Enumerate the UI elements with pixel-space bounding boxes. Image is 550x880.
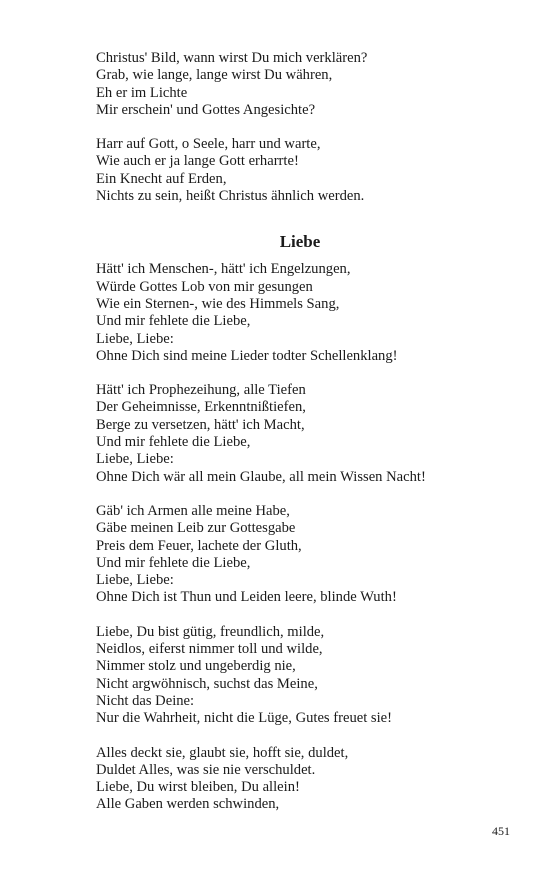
verse-line: Und mir fehlete die Liebe, — [96, 554, 251, 571]
verse-line: Gäb' ich Armen alle meine Habe, — [96, 502, 290, 519]
verse-line: Grab, wie lange, lange wirst Du währen, — [96, 67, 333, 84]
page-number: 451 — [492, 824, 510, 838]
verse-line: Preis dem Feuer, lachete der Gluth, — [96, 537, 302, 554]
verse-line: Berge zu versetzen, hätt' ich Macht, — [96, 416, 305, 433]
verse-line: Hätt' ich Menschen-, hätt' ich Engelzungen, — [96, 261, 351, 278]
verse-line: Würde Gottes Lob von mir gesungen — [96, 278, 313, 295]
verse-line: Alle Gaben werden schwinden, — [96, 796, 280, 813]
verse-line: Alles deckt sie, glaubt sie, hofft sie, duldet, — [96, 744, 349, 761]
verse-line: Nimmer stolz und ungeberdig nie, — [96, 658, 296, 675]
verse-line: Duldet Alles, was sie nie verschuldet. — [96, 761, 316, 778]
stanza — [96, 50, 516, 119]
verse-line: Eh er im Lichte — [96, 84, 188, 101]
verse-line: Nicht das Deine: — [96, 692, 195, 709]
verse-line: Christus' Bild, wann wirst Du mich verklären? — [96, 50, 368, 66]
verse-line: Ohne Dich wär all mein Glaube, all mein Wissen Nacht! — [96, 468, 426, 485]
verse-line: Nichts zu sein, heißt Christus ähnlich werden. — [96, 188, 365, 205]
verse-line: Liebe, Du wirst bleiben, Du allein! — [96, 779, 300, 796]
verse-line: Liebe, Du bist gütig, freundlich, milde, — [96, 623, 325, 640]
verse-line: Hätt' ich Prophezeihung, alle Tiefen — [96, 382, 306, 399]
poem-title: Liebe — [279, 232, 321, 252]
verse-line: Und mir fehlete die Liebe, — [96, 434, 251, 451]
stanza — [96, 624, 516, 728]
poem-body — [96, 261, 516, 813]
stanza — [96, 745, 516, 814]
stanza — [96, 503, 516, 607]
verse-line: Liebe, Liebe: — [96, 451, 174, 468]
verse-line: Neidlos, eiferst nimmer toll und wilde, — [96, 641, 323, 658]
verse-line: Mir erschein' und Gottes Angesichte? — [96, 101, 316, 118]
verse-line: Ohne Dich ist Thun und Leiden leere, blinde Wuth! — [96, 589, 397, 606]
verse-line: Liebe, Liebe: — [96, 330, 174, 347]
verse-line: Ein Knecht auf Erden, — [96, 170, 227, 187]
verse-line: Und mir fehlete die Liebe, — [96, 313, 251, 330]
verse-line: Der Geheimnisse, Erkenntnißtiefen, — [96, 399, 306, 416]
verse-line: Ohne Dich sind meine Lieder todter Schellenklang! — [96, 347, 398, 364]
verse-line: Wie ein Sternen-, wie des Himmels Sang, — [96, 295, 340, 312]
stanza — [96, 136, 516, 205]
stanza — [96, 261, 516, 365]
verse-line: Nur die Wahrheit, nicht die Lüge, Gutes freuet sie! — [96, 710, 393, 727]
verse-line: Gäbe meinen Leib zur Gottesgabe — [96, 520, 296, 537]
verse-line: Wie auch er ja lange Gott erharrte! — [96, 153, 299, 170]
page-body — [96, 50, 516, 831]
verse-line: Nicht argwöhnisch, suchst das Meine, — [96, 675, 318, 692]
previous-poem-ending — [96, 50, 516, 205]
stanza — [96, 382, 516, 486]
verse-line: Harr auf Gott, o Seele, harr und warte, — [96, 136, 321, 153]
verse-line: Liebe, Liebe: — [96, 572, 174, 589]
